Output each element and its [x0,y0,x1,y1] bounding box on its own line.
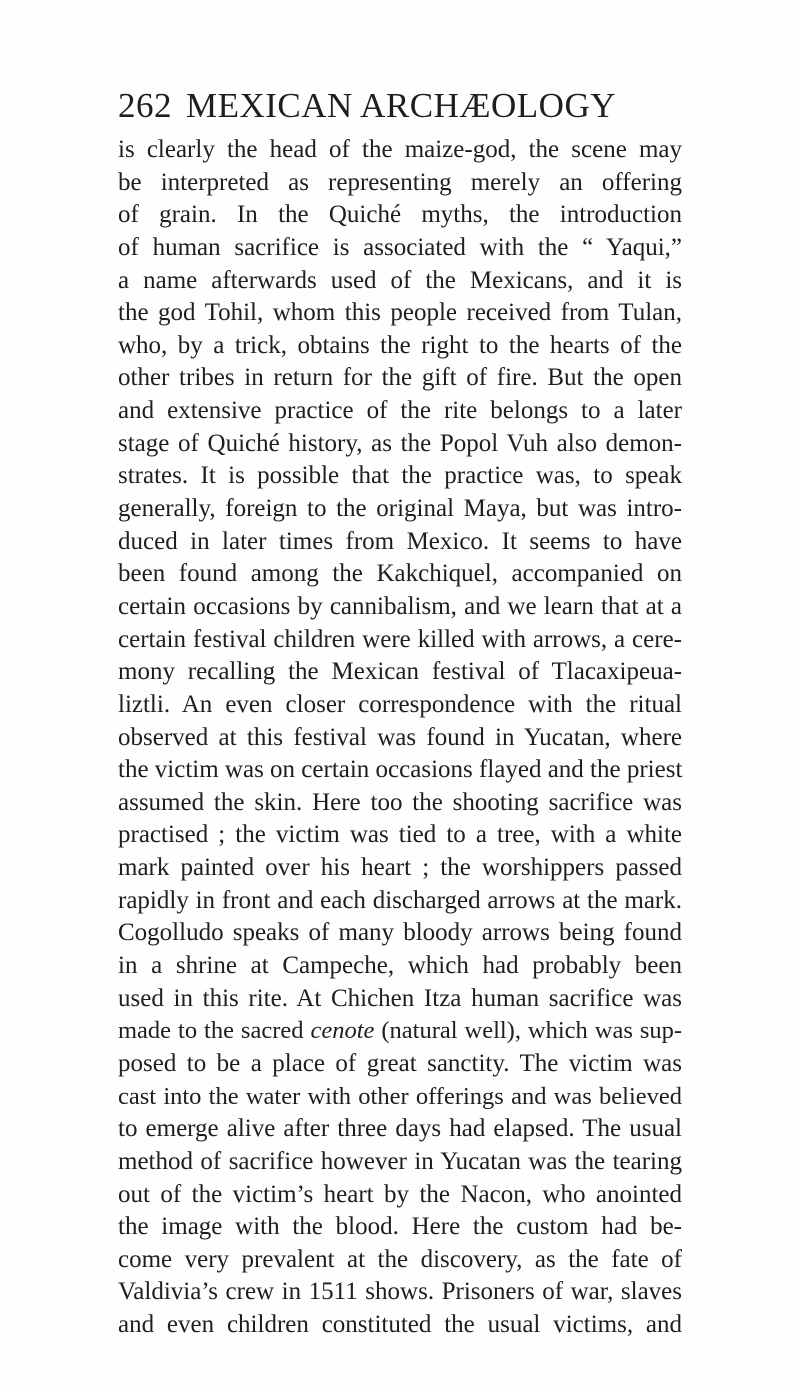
text-line: the image with the blood. Here the custom had be- [118,1213,682,1241]
text-line: a name afterwards used of the Mexicans, and it is [118,266,682,294]
text-line: liztli. An even closer correspondence with the ritual [118,690,682,718]
text-line: practised ; the victim was tied to a tree, with a white [118,821,682,849]
text-line: Valdivia’s crew in 1511 shows. Prisoners of war, slaves [118,1278,682,1306]
text-line: cast into the water with other offerings and was believed [118,1082,682,1110]
text-line: other tribes in return for the gift of fire. But the open [118,364,682,392]
text-line: and even children constituted the usual victims, and [118,1311,682,1339]
italic-term-cenote: cenote [310,1017,375,1045]
text-line: out of the victim’s heart by the Nacon, who anointed [118,1180,682,1208]
text-line: assumed the skin. Here too the shooting sacrifice was [118,788,682,816]
text-line: certain festival children were killed with arrows, a cere- [118,625,682,653]
text-line: the god Tohil, whom this people received from Tulan, [118,299,682,327]
text-line: of human sacrifice is associated with the “ Yaqui,” [118,233,682,261]
text-line: mony recalling the Mexican festival of Tlacaxipeua- [118,658,682,686]
text-line-cenote [118,1015,682,1048]
text-line: be interpreted as representing merely an offering [118,168,682,196]
text-line: of grain. In the Quiché myths, the introduction [118,201,682,229]
text-fragment: made to the sacred [118,1017,304,1045]
text-line: duced in later times from Mexico. It seems to have [118,527,682,555]
running-title: MEXICAN ARCHÆOLOGY [186,86,616,125]
text-line: and extensive practice of the rite belongs to a later [118,397,682,425]
text-line: posed to be a place of great sanctity. The victim was [118,1049,682,1077]
text-line: come very prevalent at the discovery, as the fate of [118,1245,682,1273]
text-line: method of sacrifice however in Yucatan was the tearing [118,1147,682,1175]
text-line: in a shrine at Campeche, which had probably been [118,952,682,980]
text-line: rapidly in front and each discharged arrows at the mark. [118,886,682,914]
page-number: 262 [118,86,172,125]
text-line: mark painted over his heart ; the worshippers passed [118,854,682,882]
text-line: Cogolludo speaks of many bloody arrows being found [118,919,682,947]
running-head [118,84,682,128]
text-line: used in this rite. At Chichen Itza human sacrifice was [118,984,682,1012]
text-fragment: (natural well), which was sup- [381,1017,683,1045]
text-line: stage of Quiché history, as the Popol Vuh also demon- [118,429,682,457]
text-line: observed at this festival was found in Yucatan, where [118,723,682,751]
text-line: is clearly the head of the maize-god, the scene may [118,136,682,163]
body-text [118,134,682,1342]
text-line: certain occasions by cannibalism, and we learn that at a [118,592,682,620]
text-line: been found among the Kakchiquel, accompanied on [118,560,682,588]
text-line: strates. It is possible that the practice was, to speak [118,462,682,490]
text-line: to emerge alive after three days had elapsed. The usual [118,1115,682,1143]
text-line: generally, foreign to the original Maya, but was intro- [118,495,682,523]
text-line: who, by a trick, obtains the right to the hearts of the [118,331,682,359]
text-line: the victim was on certain occasions flayed and the priest [118,756,683,784]
